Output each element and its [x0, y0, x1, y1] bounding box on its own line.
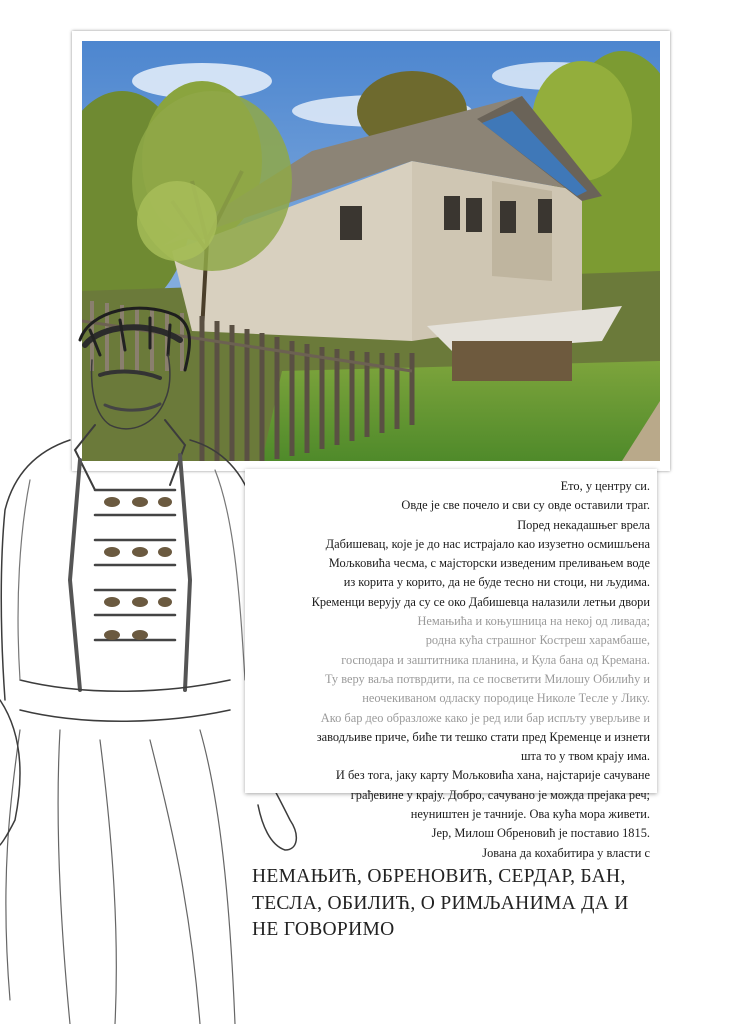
paragraph-line: Јер, Милош Обреновић је поставио 1815. — [431, 826, 650, 841]
heading-line: НЕ ГОВОРИМО — [252, 919, 395, 940]
paragraph-line: из корита у корито, да не буде тесно ни стоци, ни људима. — [343, 575, 650, 590]
article-heading — [252, 864, 682, 944]
paragraph-line: родна кућа страшног Костреш харамбаше, — [425, 633, 650, 648]
paragraph-line: Јована да кохабитира у власти с — [482, 845, 650, 860]
paragraph-line: Ето, у центру си. — [560, 479, 650, 493]
article-paragraph — [245, 477, 650, 863]
paragraph-line: Немањића и коњушница на некој од ливада; — [417, 614, 650, 629]
paragraph-line: Дабишевац, које је до нас истрајало као изузетно осмишљена — [325, 536, 650, 551]
paragraph-line: И без тога, јаку карту Мољковића хана, најстарије сачуване — [335, 768, 650, 783]
paragraph-line: Поред некадашњег врела — [517, 517, 650, 532]
heading-line: НЕМАЊИЋ, ОБРЕНОВИЋ, СЕРДАР, БАН, — [252, 866, 626, 887]
paragraph-line: заводљиве приче, биће ти тешко стати пред Кременце и изнети — [316, 729, 650, 744]
paragraph-line: Овде је све почело и сви су овде оставили траг. — [401, 498, 650, 513]
article-text-panel — [245, 469, 657, 860]
heading-line: ТЕСЛА, ОБИЛИЋ, О РИМЉАНИМА ДА И — [252, 892, 629, 914]
paragraph-line: неуништен је тачније. Ова кућа мора живети. — [410, 807, 650, 822]
paragraph-line: Ту веру ваља потврдити, па се посветити Милошу Обилићу и — [324, 671, 650, 686]
paragraph-line: господара и заштитника планина, и Кула бана од Кремана. — [341, 652, 650, 667]
paragraph-line: Мољковића чесма, с мајсторски изведеним преливањем воде — [328, 556, 650, 571]
paragraph-line: Ако бар део образложе како је ред или бар испљту уверљиве и — [320, 710, 650, 725]
paragraph-line: неочекиваном одласку породице Николе Тесле у Лику. — [362, 691, 650, 706]
paragraph-line: грађевине у крају. Добро, сачувано је можда прејака реч; — [350, 787, 650, 802]
paragraph-line: шта то у твом крају има. — [520, 749, 650, 764]
paragraph-line: Кременци верују да су се око Дабишевца налазили летњи двори — [311, 594, 650, 609]
